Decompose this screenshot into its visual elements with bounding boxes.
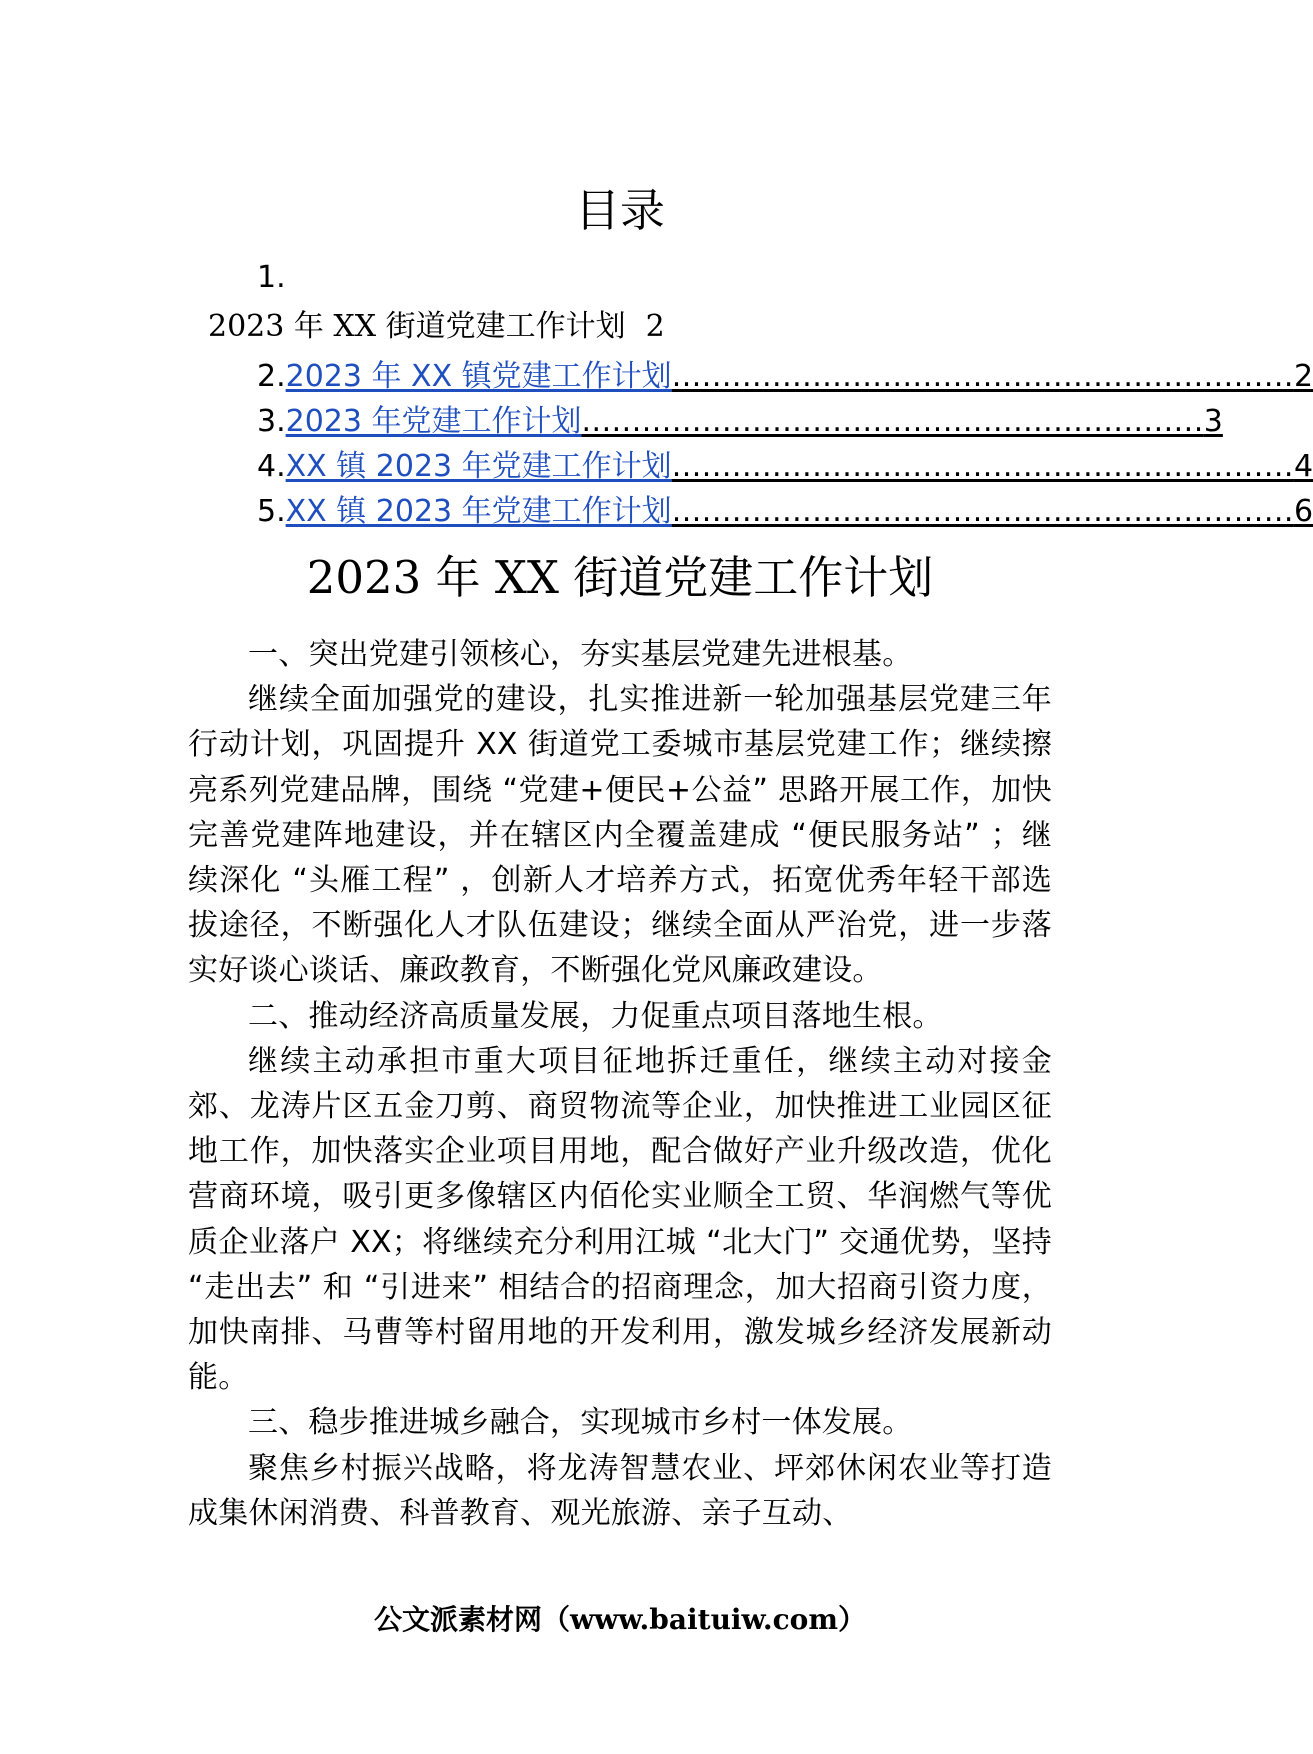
toc-entry-link[interactable]: XX 镇 2023 年党建工作计划 [285, 494, 672, 529]
toc-entry-1-number: 1. [257, 260, 286, 295]
toc-entry-link[interactable]: XX 镇 2023 年党建工作计划 [285, 449, 672, 484]
body-paragraph: 继续全面加强党的建设，扎实推进新一轮加强基层党建三年行动计划，巩固提升 XX 街道党工委城市基层党建工作；继续擦亮系列党建品牌，围绕 “党建+便民+公益” 思路开展工作，加快完善党建阵地建设，并在辖区内全覆盖建成 “便民服务站” ；继续深化 “头雁工程” ，创新人才培养方式，拓宽优秀年轻干部选拔途径，不断强化人才队伍建设；继续全面从严治党，进一步落实好谈心谈话、廉政教育，不断强化党风廉政建设。 [188, 682, 1052, 989]
toc-leader-dots: .............................................................. [671, 494, 1294, 529]
section-heading: 二、推动经济高质量发展，力促重点项目落地生根。 [248, 998, 943, 1034]
body-paragraph: 继续主动承担市重大项目征地拆迁重任，继续主动对接金郊、龙涛片区五金刀剪、商贸物流等企业，加快推进工业园区征地工作，加快落实企业项目用地，配合做好产业升级改造，优化营商环境，吸引更多像辖区内佰伦实业顺全工贸、华润燃气等优质企业落户 XX；将继续充分利用江城 “北大门” 交通优势，坚持 “走出去” 和 “引进来” 相结合的招商理念，加大招商引资力度，加快南排、马曹等村留用地的开发利用，激发城乡经济发展新动能。 [188, 1043, 1052, 1396]
toc-entry-1[interactable] [208, 309, 665, 344]
toc-entry-1-label: 2023 年 XX 街道党建工作计划 [208, 309, 626, 344]
toc-entry-link[interactable]: 2023 年党建工作计划 [285, 404, 582, 439]
toc-entry-number: 4. [257, 449, 286, 484]
toc-leader-dots: .............................................................. [671, 449, 1294, 484]
toc-entry-link[interactable]: 2023 年 XX 镇党建工作计划 [285, 359, 672, 394]
toc-title: 目录 [574, 184, 665, 237]
toc-entry-5[interactable] [257, 487, 1313, 529]
toc-entry-4[interactable] [257, 442, 1313, 484]
toc-entry-2[interactable] [257, 352, 1313, 394]
toc-leader-dots: .............................................................. [671, 359, 1294, 394]
toc-entry-number: 2. [257, 359, 286, 394]
section-heading: 一、突出党建引领核心，夯实基层党建先进根基。 [248, 637, 913, 672]
toc-entry-page: 4 [1293, 449, 1313, 484]
toc-entry-page: 6 [1293, 494, 1313, 529]
toc-entry-1-page: 2 [645, 309, 665, 344]
footer-watermark: 公文派素材网（www.baituiw.com） [374, 1603, 866, 1636]
toc-entry-page: 3 [1203, 404, 1223, 439]
toc-entry-number: 3. [257, 404, 286, 439]
toc-entry-3[interactable] [257, 397, 1223, 439]
toc-entry-number: 5. [257, 494, 286, 529]
toc-entry-page: 2 [1293, 359, 1313, 394]
section-heading: 三、稳步推进城乡融合，实现城市乡村一体发展。 [248, 1405, 913, 1441]
toc-leader-dots: .............................................................. [581, 404, 1204, 439]
body-paragraph: 聚焦乡村振兴战略，将龙涛智慧农业、坪郊休闲农业等打造成集休闲消费、科普教育、观光旅游、亲子互动、 [188, 1450, 1052, 1531]
document-title: 2023 年 XX 街道党建工作计划 [306, 551, 934, 604]
document-body [188, 632, 1052, 1536]
